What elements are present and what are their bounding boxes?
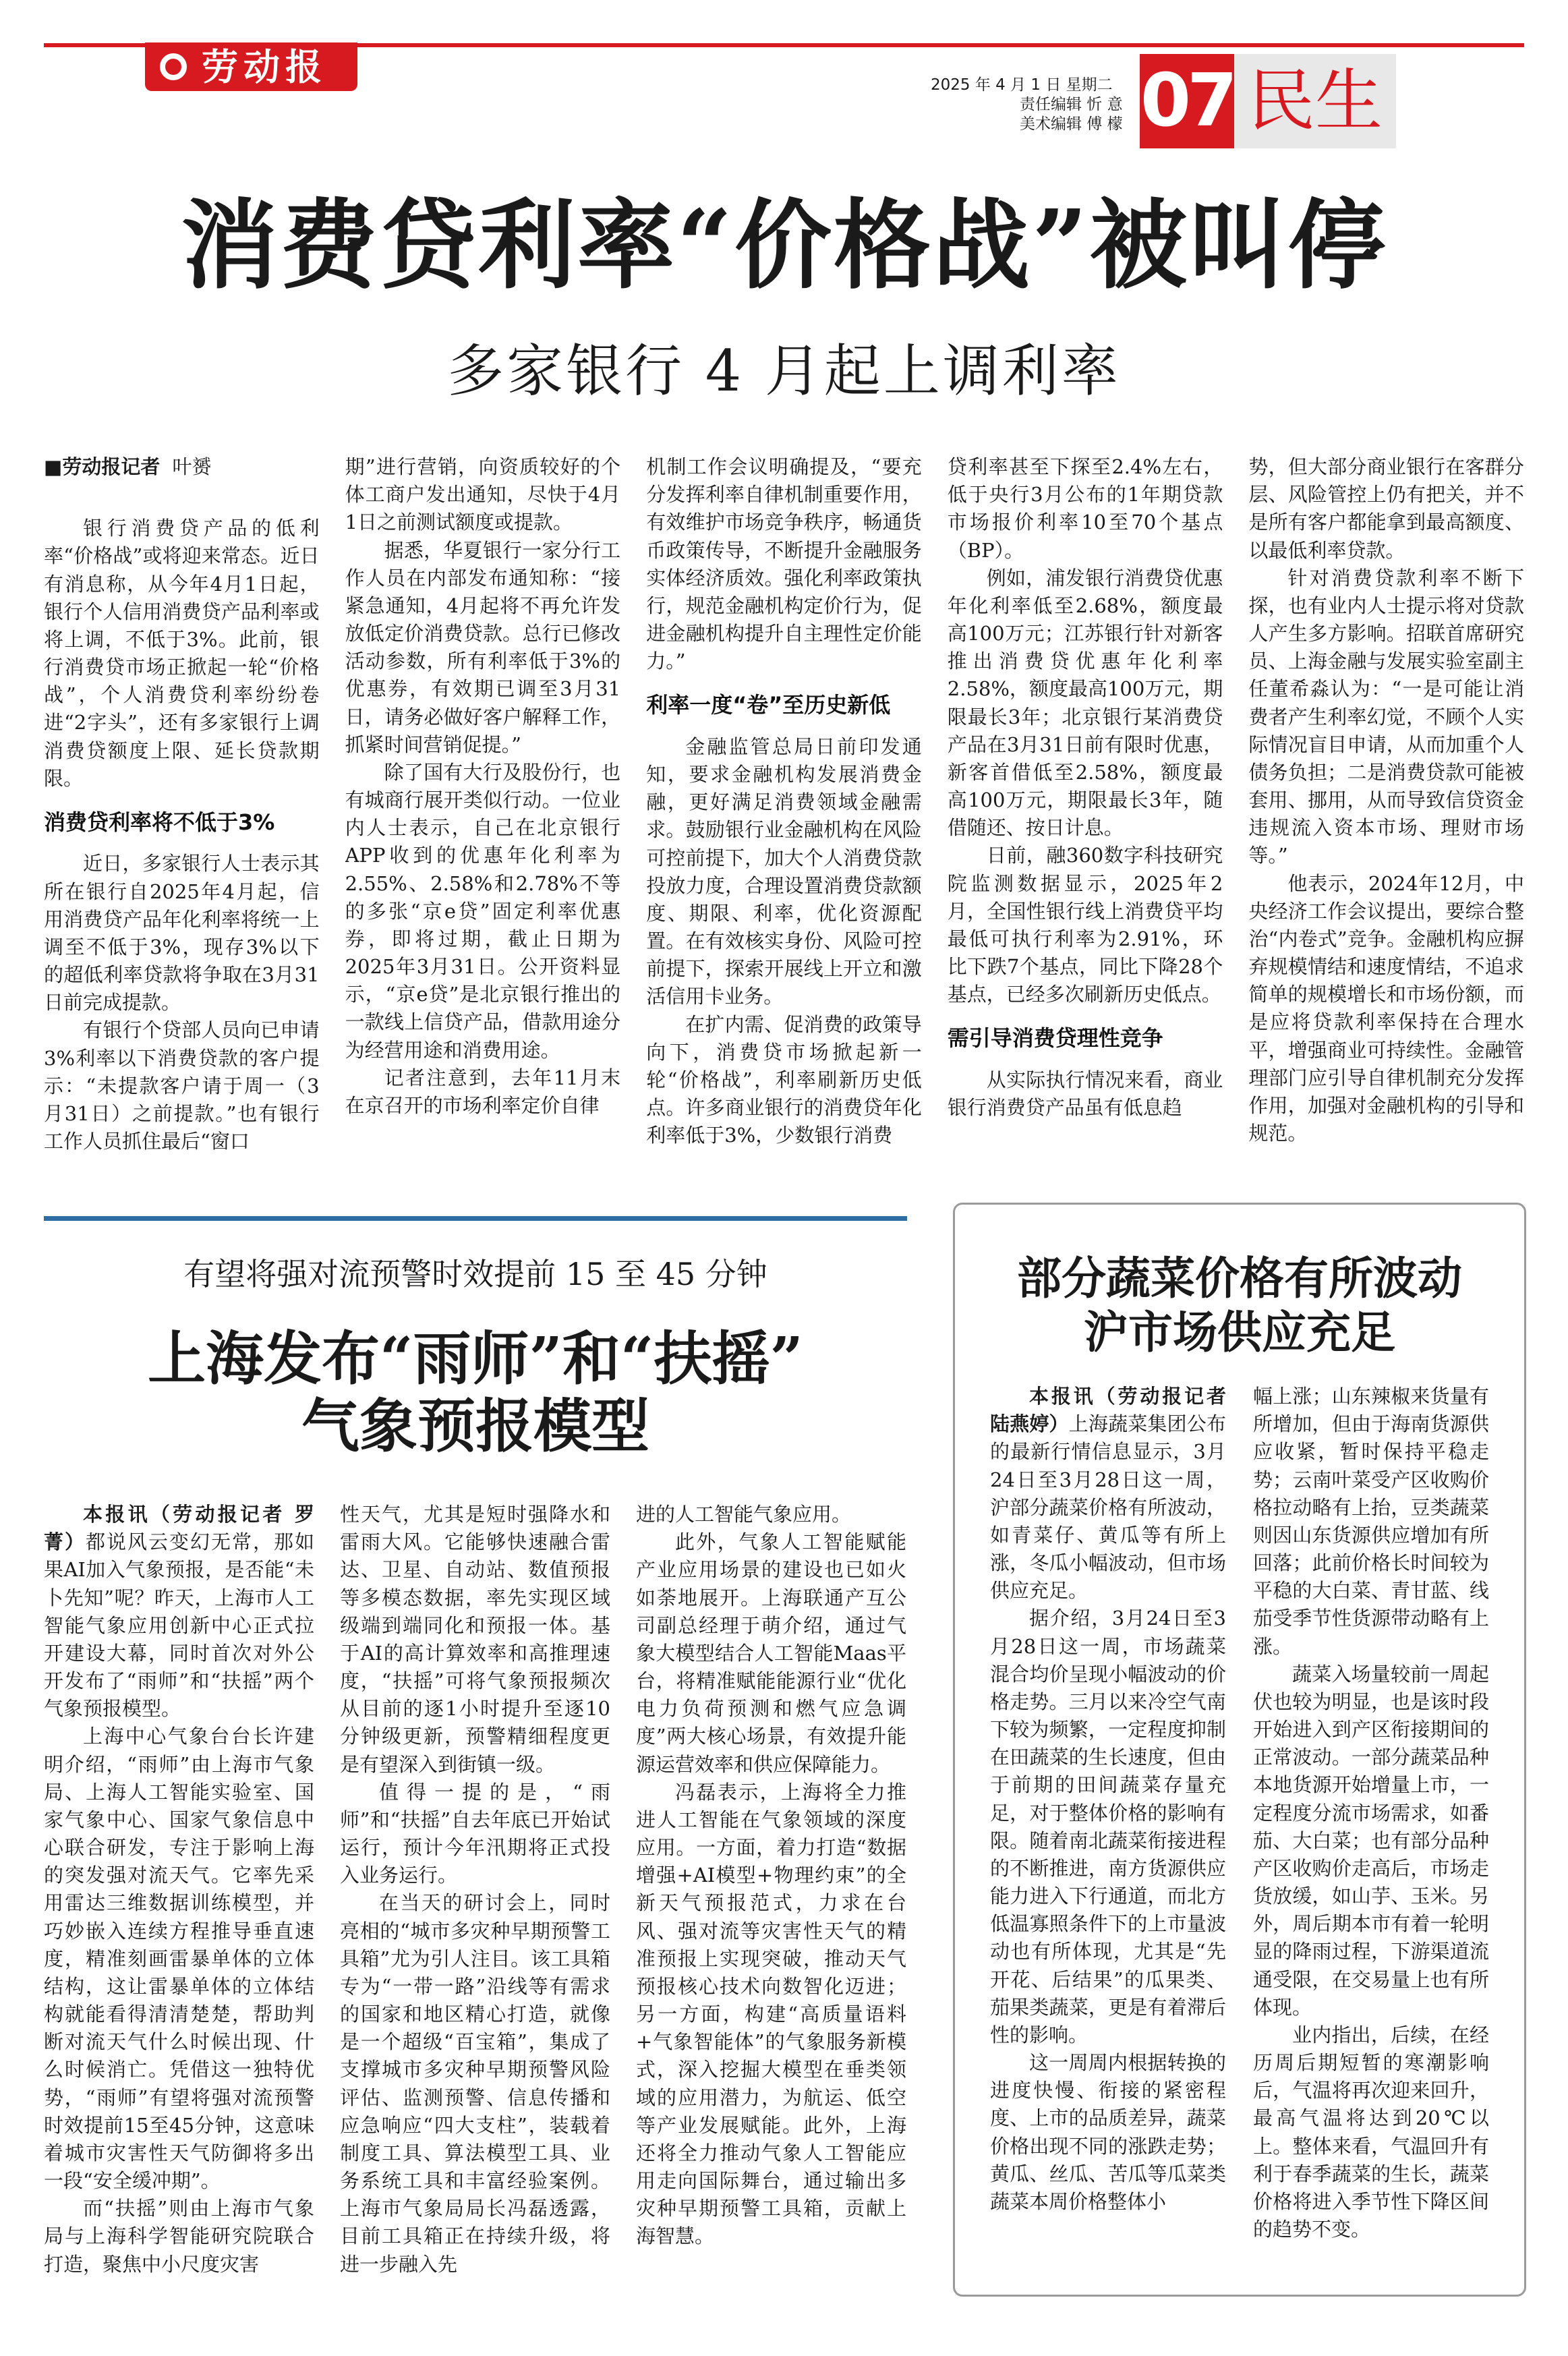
paragraph: 记者注意到，去年11月末在京召开的市场利率定价自律 xyxy=(345,1066,621,1117)
article2-column-1 xyxy=(44,1501,314,2293)
paragraph: 在当天的研讨会上，同时亮相的“城市多灾种早期预警工具箱”尤为引人注目。该工具箱专为“一带一路”沿线等有需求的国家和地区精心打造，就像是一个超级“百宝箱”，集成了支撑城市多灾种早期预警风险评估、监测预警、信息传播和应急响应“四大支柱”，装载着制度工具、算法模型工具、业务系统工具和丰富经验案例。上海市气象局局长冯磊透露，目前工具箱正在持续升级，将进一步融入先 xyxy=(340,1891,610,2276)
byline-label: ■劳动报记者 xyxy=(44,455,161,478)
subheading: 消费贷利率将不低于3% xyxy=(44,809,275,835)
paragraph: 值得一提的是，“雨师”和“扶摇”自去年底已开始试运行，预计今年汛期将正式投入业务运行。 xyxy=(340,1780,610,1887)
paragraph: 例如，浦发银行消费贷优惠年化利率低至2.68%，额度最高100万元；江苏银行针对新客推出消费贷优惠年化利率2.58%，额度最高100万元，期限最长3年；北京银行某消费贷产品在3月31日前有限时优惠，新客首借低至2.58%，额度最高100万元，期限最长3年，随借随还、按日计息。 xyxy=(947,566,1223,840)
article1-subheadline: 多家银行 4 月起上调利率 xyxy=(447,338,1121,404)
paragraph: 从实际执行情况来看，商业银行消费贷产品虽有低息趋 xyxy=(947,1068,1223,1120)
paragraph: 势，但大部分商业银行在客群分层、风险管控上仍有把关，并不是所有客户都能拿到最高额度、以最低利率贷款。 xyxy=(1248,455,1524,562)
paragraph: 银行消费贷产品的低利率“价格战”或将迎来常态。近日有消息称，从今年4月1日起，银行个人信用消费贷产品利率或将上调，不低于3%。此前，银行消费贷市场正掀起一轮“价格战”，个人消费贷利率纷纷卷进“2字头”，还有多家银行上调消费贷额度上限、延长贷款期限。 xyxy=(44,517,320,790)
article2-column-2 xyxy=(340,1501,610,2293)
paragraph: 近日，多家银行人士表示其所在银行自2025年4月起，信用消费贷产品年化利率将统一上调至不低于3%，现存3%以下的超低利率贷款将争取在3月31日前完成提款。 xyxy=(44,852,320,1014)
paragraph: 据悉，华夏银行一家分行工作人员在内部发布通知称：“接紧急通知，4月起将不再允许发放低定价消费贷款。总行已修改活动参数，所有利率低于3%的优惠券，有效期已调至3月31日，请务必做好客户解释工作，抓紧时间营销促提。” xyxy=(345,538,621,756)
logo-mark-icon xyxy=(160,53,187,80)
paragraph: 进的人工智能气象应用。 xyxy=(636,1503,852,1526)
art-editor-line: 美术编辑 傅 檬 xyxy=(1020,115,1123,133)
paragraph: 这一周周内根据转换的进度快慢、衔接的紧密程度、上市的品质差异，蔬菜价格出现不同的涨跌走势；黄瓜、丝瓜、苦瓜等瓜菜类蔬菜本周价格整体小 xyxy=(990,2051,1226,2213)
editor-line: 责任编辑 忻 意 xyxy=(1020,96,1123,113)
article3-body xyxy=(990,1383,1489,2266)
article3-headline-line2: 沪市场供应充足 xyxy=(1084,1306,1395,1358)
article2-body xyxy=(44,1501,907,2293)
article1-column-3 xyxy=(646,453,922,1168)
paragraph xyxy=(990,1383,1226,1605)
paragraph: 日前，融360数字科技研究院监测数据显示，2025年2月，全国性银行线上消费贷平均最低可执行利率为2.91%，环比下跌7个基点，同比下降28个基点，已经多次刷新历史低点。 xyxy=(947,844,1223,1006)
article3-byline: 本报讯（劳动报记者 陆燕婷） xyxy=(990,1385,1226,1436)
article2-column-3 xyxy=(636,1501,906,2293)
article2-headline-line1: 上海发布“雨师”和“扶摇” xyxy=(148,1325,803,1393)
paragraph: 据介绍，3月24日至3月28日这一周，市场蔬菜混合均价呈现小幅波动的价格走势。三月以来冷空气南下较为频繁，一定程度抑制在田蔬菜的生长速度，但由于前期的田间蔬菜存量充足，对于整体价格的影响有限。随着南北蔬菜衔接进程的不断推进，南方货源供应能力进入下行通道，而北方低温寡照条件下的上市量波动也有所体现，尤其是“先开花、后结果”的瓜果类、茄果类蔬菜，更是有着滞后性的影响。 xyxy=(990,1607,1226,2046)
paragraph: 期”进行营销，向资质较好的个体工商户发出通知，尽快于4月1日之前测试额度或提款。 xyxy=(345,455,621,534)
article3-column-1 xyxy=(990,1383,1226,2266)
article1-body xyxy=(44,453,1524,1168)
article1-column-2 xyxy=(345,453,621,1168)
paragraph: 有银行个贷部人员向已申请3%利率以下消费贷款的客户提示：“未提款客户请于周一（3月31日）之前提款。”也有银行工作人员抓住最后“窗口 xyxy=(44,1018,320,1153)
article1-column-5 xyxy=(1248,453,1524,1168)
section-name: 民生 xyxy=(1234,54,1396,148)
paragraph: 此外，气象人工智能赋能产业应用场景的建设也已如火如荼地展开。上海联通产互公司副总经理于萌介绍，通过气象大模型结合人工智能Maas平台，将精准赋能能源行业“优化电力负荷预测和燃气应急调度”两大核心场景，有效提升能源运营效率和供应保障能力。 xyxy=(636,1530,906,1776)
subheading: 需引导消费贷理性竞争 xyxy=(947,1025,1163,1052)
subheading: 利率一度“卷”至历史新低 xyxy=(646,692,891,718)
byline-name: 叶赟 xyxy=(172,455,212,478)
logo-text: 劳动报 xyxy=(202,45,327,88)
paragraph: 在扩内需、促消费的政策导向下，消费贷市场掀起新一轮“价格战”，利率刷新历史低点。许多商业银行的消费贷年化利率低于3%，少数银行消费 xyxy=(646,1012,922,1147)
paragraph: 上海中心气象台台长许建明介绍，“雨师”由上海市气象局、上海人工智能实验室、国家气象中心、国家气象信息中心联合研发，专注于影响上海的突发强对流天气。它率先采用雷达三维数据训练模型，并巧妙嵌入连续方程推导垂直速度，精准刻画雷暴单体的立体结构，这让雷暴单体的立体结构就能看得清清楚楚，帮助判断对流天气什么时候出现、什么时候消亡。凭借这一独特优势，“雨师”有望将强对流预警时效提前15至45分钟，这意味着城市灾害性天气防御将多出一段“安全缓冲期”。 xyxy=(44,1725,314,2193)
paragraph: 幅上涨；山东辣椒来货量有所增加，但由于海南货源供应收紧，暂时保持平稳走势；云南叶菜受产区收购价格拉动略有上抬，豆类蔬菜则因山东货源供应增加有所回落；此前价格长时间较为平稳的大白菜、青甘蓝、线茄受季节性货源带动略有上涨。 xyxy=(1253,1385,1489,1658)
page-number: 07 xyxy=(1140,54,1234,148)
newspaper-logo xyxy=(145,42,357,91)
paragraph: 贷利率甚至下探至2.4%左右，低于央行3月公布的1年期贷款市场报价利率10至70个基点（BP）。 xyxy=(947,455,1223,562)
paragraph: 业内指出，后续，在经历周后期短暂的寒潮影响后，气温将再次迎来回升，最高气温将达到20℃以上。整体来看，气温回升有利于春季蔬菜的生长，蔬菜价格将进入季节性下降区间的趋势不变。 xyxy=(1253,2023,1489,2241)
date-line: 2025 年 4 月 1 日 星期二 xyxy=(931,76,1113,94)
article3-headline-line1: 部分蔬菜价格有所波动 xyxy=(1017,1252,1462,1304)
paragraph: 机制工作会议明确提及，“要充分发挥利率自律机制重要作用，有效维护市场竞争秩序，畅通货币政策传导，不断提升金融服务实体经济质效。强化利率政策执行，规范金融机构定价行为，促进金融机构提升自主理性定价能力。” xyxy=(646,455,922,673)
paragraph: 冯磊表示，上海将全力推进人工智能在气象领域的深度应用。一方面，着力打造“数据增强+AI模型+物理约束”的全新天气预报范式，力求在台风、强对流等灾害性天气的精准预报上实现突破，推动天气预报核心技术向数智化迈进；另一方面，构建“高质量语料+气象智能体”的气象服务新模式，深入挖掘大模型在垂类领域的应用潜力，为航运、低空等产业发展赋能。此外，上海还将全力推动气象人工智能应用走向国际舞台，通过输出多灾种早期预警工具箱，贡献上海智慧。 xyxy=(636,1780,906,2248)
article1-column-4 xyxy=(948,453,1223,1168)
paragraph xyxy=(44,1501,314,1723)
paragraph: 金融监管总局日前印发通知，要求金融机构发展消费金融，更好满足消费领域金融需求。鼓励银行业金融机构在风险可控前提下，加大个人消费贷款投放力度，合理设置消费贷款额度、期限、利率，优化资源配置。在有效核实身份、风险可控前提下，探索开展线上开立和激活信用卡业务。 xyxy=(646,735,922,1008)
article2-kicker: 有望将强对流预警时效提前 15 至 45 分钟 xyxy=(183,1256,767,1292)
paragraph: 除了国有大行及股份行，也有城商行展开类似行动。一位业内人士表示，自己在北京银行APP收到的优惠年化利率为2.55%、2.58%和2.78%不等的多张“京e贷”固定利率优惠券，即将过期，截止日期为2025年3月31日。公开资料显示，“京e贷”是北京银行推出的一款线上信贷产品，借款用途分为经营用途和消费用途。 xyxy=(345,760,621,1062)
paragraph-text: 都说风云变幻无常，那如果AI加入气象预报，是否能“未卜先知”呢？昨天，上海市人工智能气象应用创新中心正式拉开建设大幕，同时首次对外公开发布了“雨师”和“扶摇”两个气象预报模型。 xyxy=(44,1530,314,1721)
article2-headline-line2: 气象预报模型 xyxy=(301,1392,649,1460)
section-divider xyxy=(44,1216,907,1221)
article1-headline: 消费贷利率“价格战”被叫停 xyxy=(181,188,1387,302)
paragraph: 针对消费贷款利率不断下探，也有业内人士提示将对贷款人产生多方影响。招联首席研究员、上海金融与发展实验室副主任董希淼认为：“一是可能让消费者产生利率幻觉，不顾个人实际情况盲目申请，从而加重个人债务负担；二是消费贷款可能被套用、挪用，从而导致信贷资金违规流入资本市场、理财市场等。” xyxy=(1248,566,1524,867)
article1-column-1 xyxy=(44,453,320,1168)
article1-byline xyxy=(44,453,320,481)
article3-column-2 xyxy=(1253,1383,1489,2266)
paragraph: 蔬菜入场量较前一周起伏也较为明显，也是该时段开始进入到产区衔接期间的正常波动。一部分蔬菜品种本地货源开始增量上市，一定程度分流市场需求，如番茄、大白菜；也有部分品种产区收购价走高后，市场走货放缓，如山芋、玉米。另外，周后期本市有着一轮明显的降雨过程，下游渠道流通受限，在交易量上也有所体现。 xyxy=(1253,1662,1489,2019)
paragraph: 他表示，2024年12月，中央经济工作会议提出，要综合整治“内卷式”竞争。金融机构应摒弃规模情结和速度情结，不追求简单的规模增长和市场份额，而是应将贷款利率保持在合理水平，增强商业可持续性。金融管理部门应引导自律机制充分发挥作用，加强对金融机构的引导和规范。 xyxy=(1248,871,1524,1145)
paragraph: 性天气，尤其是短时强降水和雷雨大风。它能够快速融合雷达、卫星、自动站、数值预报等多模态数据，率先实现区域级端到端同化和预报一体。基于AI的高计算效率和高推理速度，“扶摇”可将气象预报频次从目前的逐1小时提升至逐10分钟级更新，预警精细程度更是有望深入到街镇一级。 xyxy=(340,1503,610,1776)
paragraph-text: 上海蔬菜集团公布的最新行情信息显示，3月24日至3月28日这一周，沪部分蔬菜价格有所波动，如青菜仔、黄瓜等有所上涨，冬瓜小幅波动，但市场供应充足。 xyxy=(990,1412,1226,1603)
paragraph: 而“扶摇”则由上海市气象局与上海科学智能研究院联合打造，聚焦中小尺度灾害 xyxy=(44,2197,314,2276)
article2-byline: 本报讯（劳动报记者 罗菁） xyxy=(44,1503,314,1554)
